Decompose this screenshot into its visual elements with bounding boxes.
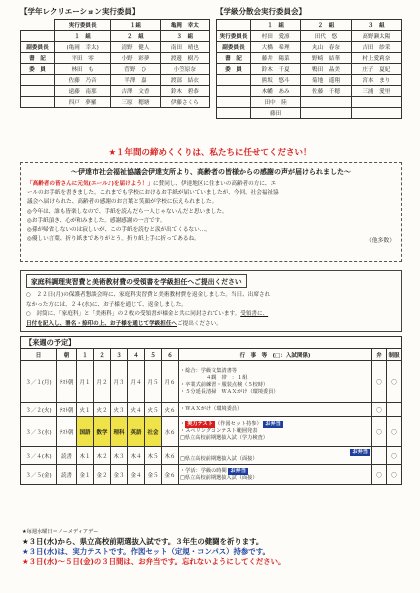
table-row: ３／４(木) 読書 木１ 木２ 木３ 木４ 木５ 木６ お弁当 □県立高校前期選抜入試（面接） 〇 — [21, 447, 402, 465]
table-row: ３／３(水) ﾃｽﾄ朝 国語 数学 理科 英語 社会 水６ ・ 実力テスト （作図セット持参） お弁当 ・スペリングコンテスト範囲発表 □県立高校前期選抜入試（学力検査） 〇 〇 — [21, 417, 402, 447]
bento-tag: お弁当 — [265, 421, 281, 427]
schedule-table — [20, 348, 402, 485]
table-row: 遠藤 南那 吉澤 文香 鈴木 碧恭 — [21, 86, 210, 97]
schedule-title: 【来週の予定】 — [20, 336, 402, 349]
message-title: ～伊達市社会福祉協議会伊達支所より、高齢者の皆様からの感謝の声が届けられました～ — [71, 168, 351, 176]
bento-tag: お弁当 — [352, 448, 368, 455]
message-line: ールのお手紙を書きました。これまでも学校におけるお手紙が届いていましたが、今回、社会福祉協 — [27, 190, 279, 197]
class-meeting-committee-table — [216, 19, 402, 119]
footer-line: ★３日(水)から、県立高校前期選抜入試です。３年生の健闘を祈ります。 — [22, 537, 264, 546]
schedule-header: 日 朝 １ ２ ３ ４ ５ ６ 行 事 等 (□：入試関係) 弁 制服 — [21, 349, 402, 361]
list-item: ◎今年は、誰も皆楽しなので、手紙を読んだら一人じゃないんだと思いました。 — [27, 208, 228, 215]
table-row: 四戸 夢羅 三原 穂塘 伊藤さくら — [21, 97, 210, 108]
header-role: 実行委員長 — [55, 20, 111, 31]
col-2: ２ 組 — [301, 20, 351, 31]
table-row: ３／２(火) ﾃｽﾄ朝 火１ 火２ 火３ 火４ 火５ 火６ ・ＷＡＸがけ（環境委員） 〇 — [21, 403, 402, 417]
col-3: ３ 組 — [351, 20, 401, 31]
recreation-committee-table — [20, 19, 210, 108]
slogan: ★１年間の締めくくりは、私たちに任せてください！ — [108, 148, 312, 158]
list-item: ◎孫が帰省しないのは寂しいが、この手紙を読むと涙が出てくるない…。 — [27, 227, 211, 234]
footer-line: ★３日(水)は、実力テストです。作図セット（定規・コンパス）持参です。 — [22, 547, 270, 556]
table-row: 田中 陸 — [217, 97, 402, 108]
bento-tag: お弁当 — [230, 467, 246, 474]
table-row: 副委員長 (亀岡 幸太) 清野 健人 南田 晴也 — [21, 42, 210, 53]
table-row: ３／５(金) 読書 金１ 金２ 金３ 金４ 金５ 金６ ・学活：学級の時間 お弁当 □県立高校前期選抜入試（面接） 〇 〇 — [21, 465, 402, 485]
table-row: 実行委員長 村田 愛凛 田代 悠 髙野瀬太陽 — [217, 31, 402, 42]
header-name: 亀岡 幸太 — [160, 20, 209, 31]
table-row: 委 員 鈴木 千夏 鴨田 晶美 庄子 夏妃 — [217, 64, 402, 75]
campaign-phrase: 「高齢者の皆さんに元気(エール♪)を届けよう！」 — [27, 181, 154, 187]
recreation-committee-title: 【学年レクリエーション実行委員】 — [20, 7, 140, 16]
welfare-message-box: ～伊達市社会福祉協議会伊達支所より、高齢者の皆様からの感謝の声が届けられました～ 「高齢者の皆さんに元気(エール♪)を届けよう！」に賛同し、伊達地区に住まいの高齢者の方に、エ ールのお手紙を書きました。これまでも学校におけるお手紙が届いていましたが、今回、社会福祉協 議会へ届けられた、高齢者の感謝のお言葉と笑顔が学校に伝えられました。 ◎今年は、誰も皆楽しなので、手紙を読んだら一人じゃないんだと思いました。 ◎お手紙頂き、心が和みました。感謝感謝の一言です。 ◎孫が帰省しないのは寂しいが、この手紙を読むと涙が出てくるない…。 ◎優しい言葉、折り紙までありがとう。折り紙上手に折ってあるね。 （他多数） — [20, 162, 402, 262]
header-class: １組 — [111, 20, 160, 31]
list-item: ◎優しい言葉、折り紙までありがとう。折り紙上手に折ってあるね。 — [27, 236, 200, 243]
list-item: ◎お手紙頂き、心が和みました。感謝感謝の一言です。 — [27, 217, 166, 224]
recreation-committee — [20, 6, 210, 108]
message-line: 議会へ届けられた、高齢者の感謝のお言葉と笑顔が学校に伝えられました。 — [27, 199, 218, 206]
table-row: 木幡 あみ 佐藤 千穂 三浦 愛里 — [217, 86, 402, 97]
table-row: 熊坂 悠斗 菊地 遥翔 宮本 まり — [217, 75, 402, 86]
table-row: 委 員 林田 も 菅野 ひ 小笠原奈 — [21, 64, 210, 75]
table-row: 副委員長 大橋 希理 丸山 春奈 吉田 紗采 — [217, 42, 402, 53]
table-row: 書 記 藤井 陽菜 野崎 結華 村上愛莉奈 — [217, 53, 402, 64]
footer-notes — [22, 537, 402, 567]
class-meeting-committee-title: 【学級分散会実行委員会】 — [216, 7, 306, 16]
table-row: 書 記 平田 零 小野 彩夢 渡邊 樹乃 — [21, 53, 210, 64]
footer-line: ★３日(水)～５日(金)の３日間は、お弁当です。忘れないようにしてください。 — [22, 557, 286, 566]
notice-line: ○ ２２日(月)の保護者懇談会時に、家庭科実習費と美術教材費を返金しました。当日、出席され — [26, 292, 271, 298]
notice-title: 家庭科調理実習費と美術教材費の受領書を学級担任へご提出ください — [26, 274, 247, 288]
table-row: 藤田 — [217, 108, 402, 119]
col-3: ３ 組 — [160, 31, 209, 42]
message-sign: （他多数） — [366, 238, 395, 245]
test-tag: 実力テスト — [187, 421, 213, 427]
schedule-note: ★毎週水曜日＝ノーメディアデー — [22, 529, 99, 535]
col-2: ２ 組 — [111, 31, 160, 42]
receipt-notice-box: 家庭科調理実習費と美術教材費の受領書を学級担任へご提出ください ○ ２２日(月)の保護者懇談会時に、家庭科実習費と美術教材費を返金しました。当日、出席され なかった方には、２４(水)に、お子様を通じて、返金しました。 ○ 封筒に、「家庭科」と「美術科」の２枚の受領書が様金と共に同封されています。受領書に、 日付を記入し、署名・捺印の上、お子様を通じて学級担任へご提出ください。 — [20, 270, 402, 332]
notice-line: なかった方には、２４(水)に、お子様を通じて、返金しました。 — [26, 301, 187, 308]
table-row: ３／１(月) ﾃｽﾄ朝 月１ 月２ 月３ 月４ 月５ 月６ ・総合：学級文集清書等 ４観 帯 ：１組 ・卒業式前練習・服装点検（５校時） ・５分延長清掃 ＷＡＸがけ（環境委員） 〇 〇 — [21, 361, 402, 403]
col-1: １ 組 — [55, 31, 111, 42]
table-row: 佐藤 乃音 半澤 嘉 渡部 結衣 — [21, 75, 210, 86]
class-meeting-committee — [216, 6, 402, 119]
col-1: １ 組 — [251, 20, 301, 31]
